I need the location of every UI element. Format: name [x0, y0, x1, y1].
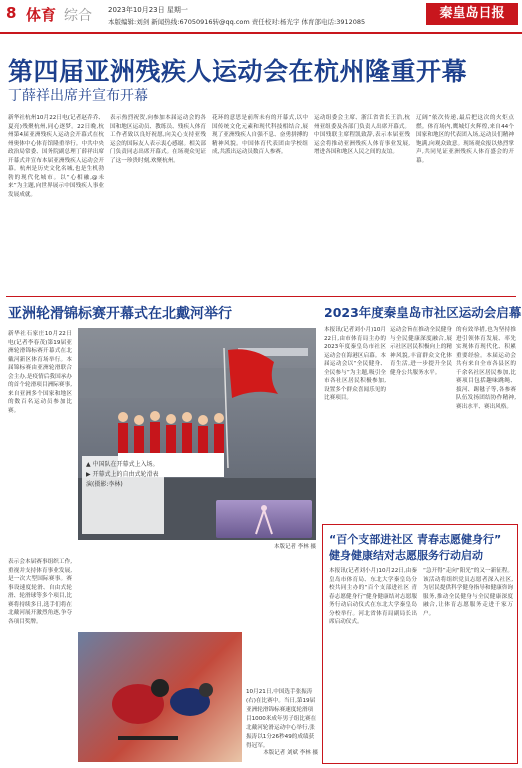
page-number: 8 [6, 4, 17, 22]
skater-caption: 10月21日,中国选手张振涛(右)在比赛中。当日,第19届亚洲轮滑锦标赛速度轮滑项目1000米成年男子组比赛在北戴河轮滑运动中心举行,张振涛以1分26秒49的成绩获得冠军。 [246, 689, 317, 749]
games-headline: 2023年度秦皇岛市社区运动会启幕 [324, 305, 522, 320]
skating-text-1: 新华社石家庄10月22日电(记者李春茂)第19届亚洲轮滑锦标赛开幕式在北戴河新区体育场举行。本届锦标赛由亚洲轮滑联合会主办,是疫情后我国承办的首个轮滑项目洲际赛事,来自亚洲多个国家和地区的数百名运动员参加比赛。 [8, 331, 72, 414]
boxed-headline-1: “百个支部进社区 青春志愿健身行” [329, 533, 502, 546]
dancer-inset-photo [216, 500, 312, 538]
boxed-story [322, 524, 518, 764]
boxed-text-1: 本报讯(记者刘小月)10月22日,由秦皇岛市体育局、东北大学秦皇岛分校共同主办的“百个支部进社区 青春志愿健身行”健身健康结对志愿服务行动启动仪式在东北大学秦皇岛分校举行。河北省体育局副局长出席启动仪式。 [329, 568, 417, 625]
subsection-name: 综合 [64, 8, 92, 24]
page-header [0, 0, 522, 34]
editor-line: 本版编辑:刘剑 新闻热线:67050916转@qq.com 责任校对:杨光宇 体育部电话:3912085 [108, 18, 366, 26]
photo-caption-box [82, 456, 164, 534]
lead-column-5: 辽阔”依次传递,最后把这次的火炬点燃。体育场内,鹰城灯火辉煌,来自44个国家和地区的代表团入场,运动员们精神饱满,向观众致意。现场观众报以热烈掌声,共同见证亚洲残疾人体育盛会的开幕。 [416, 115, 514, 164]
ceremony-photo [78, 328, 316, 540]
skating-headline: 亚洲轮滑锦标赛开幕式在北戴河举行 [8, 306, 232, 322]
date-line: 2023年10月23日 星期一 [108, 6, 188, 14]
skating-text-3: 表示会本届赛事组织工作,重视并支持体育事业发展,是一次大型国际赛事。赛事设速度轮滑、自由式轮滑、轮滑球等多个项目,比赛将持续多日,选手们将在北戴河展开激烈角逐,争夺各项目奖牌。 [8, 559, 72, 625]
games-text-3: 的有效举措,也为坚持推进引领体育发展、率先实现体育现代化、积累重要经验。本届运动会共有来自全市各县区的千余名社区居民参加,比赛项目包括趣味跳绳、拔河、踢毽子等,各参赛队伍发扬团结协作精神,赛出水平、赛出风格。 [456, 327, 516, 410]
lead-column-1: 新华社杭州10月22日电(记者赵乔乔、夏亮)残聚杭州,同心逐梦。22日晚,杭州第4届亚洲残疾人运动会开幕式在杭州奥体中心体育馆隆重举行。中共中央政治局常委、国务院副总理丁薛祥出席开幕式并宣布本届亚洲残疾人运动会开幕。杭州是历史文化名城,也是生机勃勃的现代化城市。以“心相融,@未来”为主题,向世界展示中国残疾人事业发展成就。 [8, 115, 104, 198]
section-divider [6, 296, 516, 297]
games-text-1: 本报讯(记者刘小月)10月22日,由市体育局主办的2023年度秦皇岛市社区运动会在海港区启幕。本届运动会以“全民健身、全民参与”为主题,吸引全市各社区居民积极参加,设置多个群众喜闻乐见的比赛项目。 [324, 327, 386, 401]
skater-credit: 本版记者 刘斌 李林 摄 [263, 750, 318, 756]
ceremony-caption: ▲ 中国队在开幕式上入场。▶ 开幕式上的自由式轮滑表演(摄影:李林) [86, 461, 159, 488]
section-name: 体育 [26, 6, 57, 24]
newspaper-logo: 秦皇岛日报 [426, 3, 518, 25]
boxed-text-2: “急开得”走向“阳光”的又一新征程。该活动将组织党员志愿者深入社区,为居民提供科学健身指导和健康咨询服务,推动全民健身与全民健康深度融合,让体育志愿服务走进千家万户。 [423, 568, 513, 617]
skater-photo [78, 632, 242, 762]
ceremony-credit: 本版记者 李林 摄 [274, 544, 316, 550]
games-text-2: 运动会旨在推动全民健身与全民健康深度融合,展示社区居民积极向上的精神风貌,丰富群众文化体育生活,进一步提升全民健身公共服务水平。 [390, 327, 452, 376]
lead-headline: 第四届亚洲残疾人运动会在杭州隆重开幕 [8, 57, 468, 86]
skater-illustration [78, 632, 242, 762]
lead-subhead: 丁薛祥出席并宣布开幕 [8, 88, 148, 104]
lead-column-3: 花环的意思是前所未有的开幕式,以中国传统文化元素和现代科技相结合,展现了亚洲残疾人自强不息、奋勇拼搏的精神风貌。中国体育代表团由学校组成,共派出运动员数百人参赛。 [212, 115, 308, 155]
boxed-headline-2: 健身健康结对志愿服务行动启动 [329, 549, 483, 562]
lead-column-2: 表示热烈祝贺,向参加本届运动会的各国和地区运动员、教练员、残疾人体育工作者致以良好祝愿,向关心支持亚残运会的国际友人表示衷心感谢。相关部门负责同志出席开幕式。在场观众见证了这一珍贵时刻,欢聚杭州。 [110, 115, 206, 164]
lead-column-4: 运动组委会主席、浙江省省长王浩,杭州亚组委及各部门负责人出席开幕式。中国残联主席程凯致辞,表示本届亚残运会将推动亚洲残疾人体育事业发展,增进各国和地区人民之间的友谊。 [314, 115, 410, 155]
